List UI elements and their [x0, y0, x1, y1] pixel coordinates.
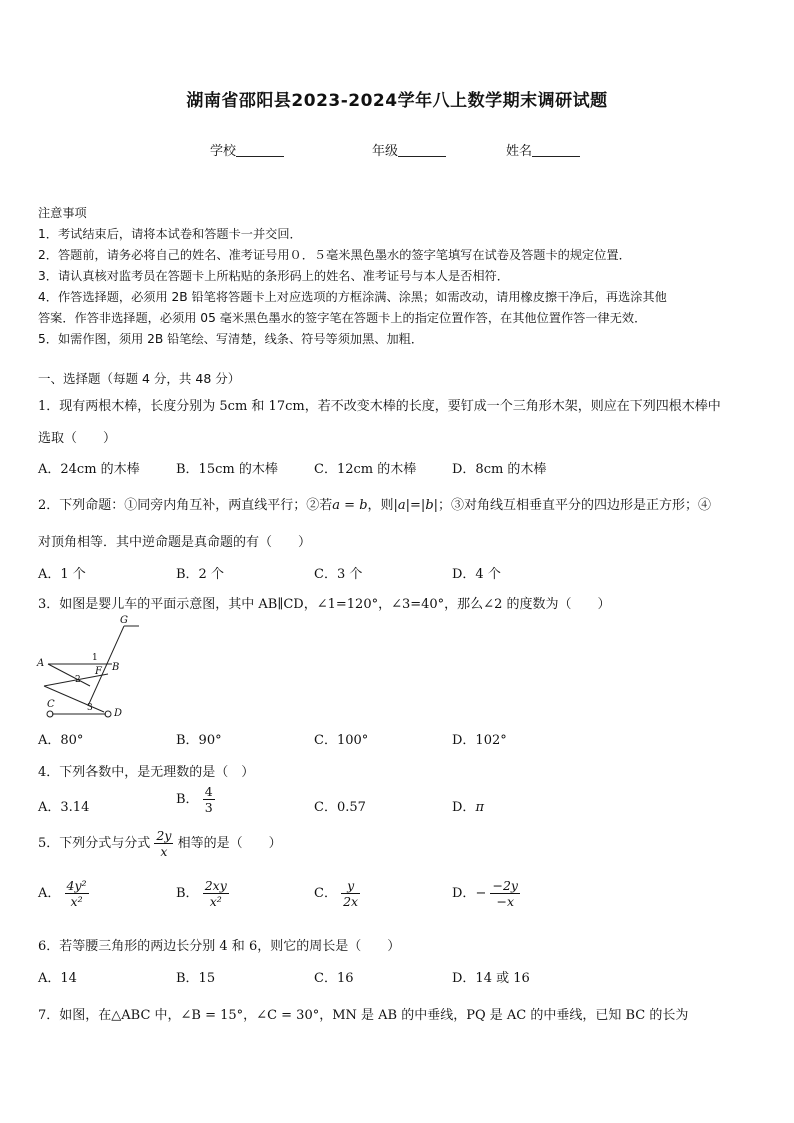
q5-stem-fraction [154, 828, 173, 859]
q5-option-b [176, 878, 229, 909]
notice-item: 2．答题前，请务必将自己的姓名、准考证号用０．５毫米黑色墨水的签字笔填写在试卷及答题卡的规定位置． [38, 248, 631, 262]
school-field [210, 140, 284, 159]
q2-option-b: B．2 个 [176, 567, 224, 582]
school-blank [236, 144, 284, 157]
q6-option-b: B．15 [176, 971, 216, 986]
q2-option-d: D．4 个 [452, 567, 501, 582]
q5-stem-part: 5．下列分式与分式 [38, 836, 151, 851]
notice-item: 5．如需作图，须用 2B 铅笔绘、写清楚，线条、符号等须加黑、加粗． [38, 332, 424, 346]
q2-stem-part: 2．下列命题：①同旁内角互补，两直线平行；②若 [38, 498, 333, 513]
name-field [506, 140, 580, 159]
fraction-denominator: 2x [343, 894, 359, 909]
q5-stem-part: 相等的是（ ） [177, 836, 282, 851]
label-f: F [95, 666, 102, 677]
q1-option-d: D．8cm 的木棒 [452, 462, 547, 477]
angle-3-label: 3 [87, 703, 93, 713]
q1-stem-line2: 选取（ ） [38, 431, 117, 446]
grade-label: 年级 [372, 144, 399, 159]
q1-option-a: A．24cm 的木棒 [38, 462, 140, 477]
notice-item: 3．请认真核对监考员在答题卡上所粘贴的条形码上的姓名、准考证号与本人是否相符． [38, 269, 509, 283]
fraction-numerator: 2xy [204, 878, 227, 893]
q1-stem-line1: 1．现有两根木棒，长度分别为 5cm 和 17cm，若不改变木棒的长度，要钉成一个三角形木架，则应在下列四根木棒中 [38, 399, 721, 414]
fraction-denominator: x² [209, 894, 222, 909]
q5-option-a [38, 878, 89, 909]
q3-option-b: B．90° [176, 733, 222, 748]
line-a-to-2 [48, 664, 90, 686]
q6-option-a: A．14 [38, 971, 77, 986]
q3-option-c: C．100° [314, 733, 369, 748]
fraction-denominator: x [160, 844, 168, 859]
q5-option-b-fraction [203, 878, 229, 909]
q4-stem: 4．下列各数中，是无理数的是（ ） [38, 765, 255, 780]
label-a: A [37, 658, 45, 669]
fraction-denominator: x² [70, 894, 83, 909]
grade-blank [398, 144, 446, 157]
q7-stem: 7．如图，在△ABC 中，∠B = 15°，∠C = 30°，MN 是 AB 的中垂线，PQ 是 AC 的中垂线，已知 BC 的长为 [38, 1008, 689, 1023]
section-heading: 一、选择题（每题 4 分，共 48 分） [38, 371, 241, 386]
q2-stem-line1 [38, 494, 711, 513]
label-b: B [112, 662, 120, 673]
stroller-diagram [34, 614, 146, 722]
page-title: 湖南省邵阳县2023-2024学年八上数学期末调研试题 [186, 91, 608, 111]
q4-option-d-prefix: D． [452, 800, 476, 815]
name-blank [532, 144, 580, 157]
q5-option-c-fraction [341, 878, 360, 909]
q4-option-a: A．3.14 [38, 800, 90, 815]
q5-stem [38, 828, 282, 859]
q4-option-b [176, 784, 215, 815]
label-g: G [120, 615, 128, 626]
fraction-numerator: −2y [492, 878, 518, 893]
q5-option-d [452, 878, 520, 909]
fraction-numerator: 4y² [66, 878, 87, 893]
q1-option-b: B．15cm 的木棒 [176, 462, 278, 477]
notice-heading: 注意事项 [38, 206, 87, 220]
fraction-numerator: 4 [204, 784, 213, 799]
option-prefix: D． [452, 886, 476, 901]
q6-option-c: C．16 [314, 971, 354, 986]
q4-option-c: C．0.57 [314, 800, 366, 815]
option-prefix: B． [176, 886, 199, 901]
q5-option-d-fraction [490, 878, 520, 909]
q4-fraction [203, 784, 215, 815]
q2-stem-line2: 对顶角相等．其中逆命题是真命题的有（ ） [38, 535, 312, 550]
school-label: 学校 [210, 144, 237, 159]
angle-1-label: 1 [92, 653, 98, 663]
q2-math-abs: |a|=|b| [393, 498, 439, 513]
q2-option-c: C．3 个 [314, 567, 363, 582]
fraction-denominator: 3 [204, 800, 213, 815]
name-label: 姓名 [506, 144, 533, 159]
q5-option-c [314, 878, 360, 909]
fraction-denominator: −x [496, 894, 514, 909]
option-prefix: C． [314, 886, 337, 901]
q3-option-a: A．80° [38, 733, 84, 748]
q5-option-a-fraction [65, 878, 89, 909]
notice-item: 答案．作答非选择题，必须用 05 毫米黑色墨水的签字笔在答题卡上的指定位置作答，在其他位置作答一律无效． [38, 311, 647, 325]
q2-math-equal: a = b [332, 498, 368, 513]
q3-stem: 3．如图是婴儿车的平面示意图，其中 AB∥CD，∠1=120°，∠3=40°，那么∠2 的度数为（ ） [38, 597, 611, 612]
q3-option-d: D．102° [452, 733, 507, 748]
notice-item: 4．作答选择题，必须用 2B 铅笔将答题卡上对应选项的方框涂满、涂黑；如需改动，请用橡皮擦干净后，再选涂其他 [38, 290, 667, 304]
q4-option-b-prefix: B． [176, 792, 199, 807]
pi-symbol: π [475, 800, 484, 815]
q6-stem: 6．若等腰三角形的两边长分别 4 和 6，则它的周长是（ ） [38, 939, 401, 954]
q2-stem-part: ；③对角线互相垂直平分的四边形是正方形；④ [438, 498, 712, 513]
q1-option-c: C．12cm 的木棒 [314, 462, 417, 477]
notice-item: 1．考试结束后，请将本试卷和答题卡一并交回． [38, 227, 302, 241]
angle-2-label: 2 [75, 675, 81, 685]
q2-option-a: A．1 个 [38, 567, 86, 582]
label-c: C [47, 699, 55, 710]
option-prefix: A． [38, 886, 61, 901]
q2-stem-part: ，则 [367, 498, 394, 513]
fraction-numerator: y [341, 878, 360, 894]
notice-section [38, 203, 758, 350]
q4-option-d [452, 796, 484, 815]
minus-sign: − [475, 886, 487, 901]
label-d: D [114, 708, 123, 719]
fraction-numerator: 2y [156, 828, 172, 843]
grade-field [372, 140, 446, 159]
q6-option-d: D．14 或 16 [452, 971, 530, 986]
